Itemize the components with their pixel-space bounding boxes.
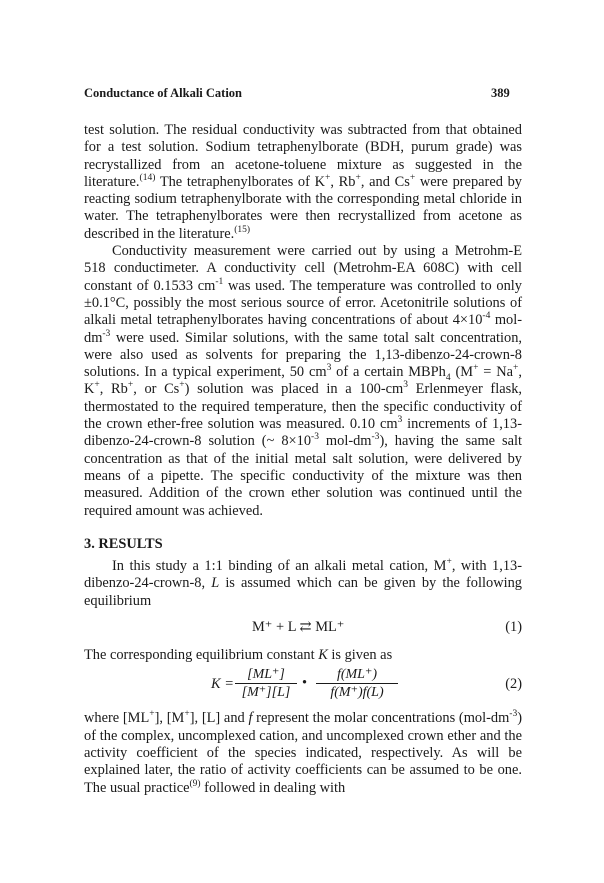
equation-2-lhs: K = [211,676,234,693]
multiply-dot: • [302,675,308,692]
paragraph-3: In this study a 1:1 binding of an alkali metal cation, M+, with 1,13-dibenzo-24-crown-8, L is assumed which can be given by the following equilibrium [84,557,523,609]
body-text [84,122,522,797]
paragraph-2: Conductivity measurement were carried out by using a Metrohm-E 518 conductimeter. A conductivity cell (Metrohm-EA 608C) with cell constant of 0.1533 $cm^{-1}$ was used. The temperature was controlled to only ±0.1°C, possibly the most serious source of error. Acetonitrile solutions of alkali metal tetraphenylborates having concentrations of about $4\times 10^{-4}$ mol-$dm^{-3}$ were used. Similar solutions, with the same total salt concentration, were also used as solvents for preparing the 1,13-dibenzo-24-crown-8 solutions. In a typical experiment, 50 $cm^3$ of a certain MBPh$_4$ (M+ = Na+, K+, Rb+, or Cs+) solution was placed in a $100-cm^3$ Erlenmeyer flask, thermostated to the required temperature, then the specific conductivity of the crown ether-free solution was measured. 0.10 $cm^3$ increments of 1,13-dibenzo-24-crown-8 solution (~ $8\times 10^{-3}$ mol-$dm^{-3}$), having the same salt concentration as that of the initial metal salt solution, were delivered by means of a pipette. The specific conductivity of the mixture was then measured. Addition of the crown ether solution was continued until the required amount was achieved. [84,243,523,519]
fraction-2-numerator: f(ML⁺) [316,666,398,684]
running-title: Conductance of Alkali Cation [84,86,243,100]
paragraph-1: test solution. The residual conductivity was subtracted from that obtained for a test solution. Sodium tetraphenylborate (BDH, purum grade) was recrystallized from an acetone-toluene mixture as suggested in the literature.$^{(14)}$ The tetraphenylborates of K+, Rb+, and Cs+ were prepared by reacting sodium tetraphenylborate with the corresponding metal chloride in water. The tetraphenylborates were then recrystallized from acetone as described in the literature.$^{(15)}$ [84,122,522,242]
fraction-2-denominator: f(M⁺)f(L) [330,685,384,701]
fraction-1-numerator: [ML⁺] [235,666,297,684]
page-number: 389 [491,86,510,100]
equation-1 [84,619,522,641]
equation-2-fraction-2 [316,666,398,701]
equation-2-fraction-1 [235,666,297,701]
equation-2 [84,666,522,706]
equation-2-number: (2) [505,676,522,693]
equation-1-expression: M⁺ + L ⇄ ML⁺ [252,619,345,636]
paragraph-4: The corresponding equilibrium constant K is given as [84,647,393,664]
paragraph-5: where [ML+], [M+], [L] and f represent the molar concentrations $(mol-dm^{-3})$ of the complex, uncomplexed cation, and uncomplexed crown ether and the activity coefficient of the species indicated, respectively. As will be explained later, the ratio of activity coefficients can be assumed to be one. The usual practice$^{(9)}$ followed in dealing with [84,709,522,796]
equation-1-number: (1) [505,619,522,636]
section-heading: 3. RESULTS [84,535,163,552]
fraction-1-denominator: [M⁺][L] [241,685,291,701]
